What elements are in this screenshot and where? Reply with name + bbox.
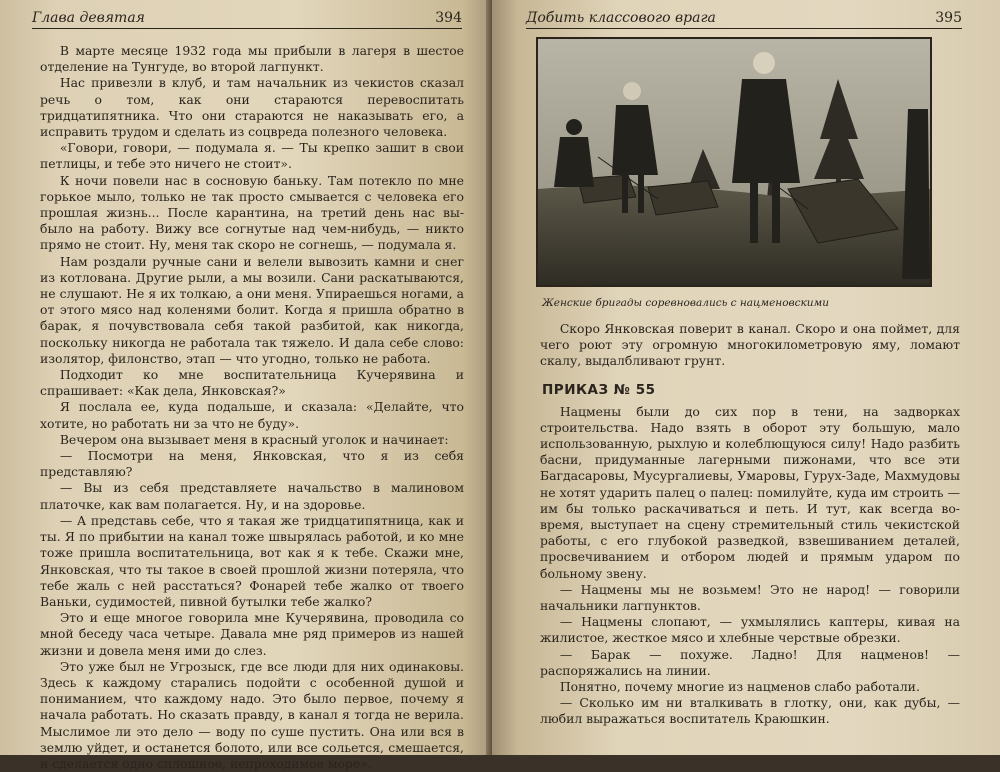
paragraph: К ночи повели нас в сосновую баньку. Там потекло по мне горькое мыло, только не так просто смывается с человека его прошлая жизнь... После карантина, на третий день нас вы-было на работу. Вижу все согнутые над чем-нибудь, — никто прямо не стоит. Ну, меня так скоро не согнешь, — подумала я. — [40, 172, 464, 253]
running-header — [526, 8, 962, 29]
paragraph: Нас привезли в клуб, и там начальник из чекистов сказал речь о том, как они стараются перевоспитать тридцатипятника. Что они стараются не наказывать его, а исправить трудом и сделать из соцвреда полезного человека. — [40, 75, 464, 140]
body-text — [540, 321, 960, 370]
paragraph: Это уже был не Угрозыск, где все люди для них одинаковы. Здесь к каждому старались подойти с особенной душой и пониманием, что каждому надо. Это было первое, почему я начала работать. Но сказать правду, в канал я тогда не верила. Мыслимое ли это дело — воду по суше пустить. Она или вся в землю уйдет, и останется болото, или все сольется, смешается, и сделается одно сплошное, непроходимое море». — [40, 658, 464, 771]
paragraph: Понятно, почему многие из нацменов слабо работали. — [559, 679, 920, 695]
paragraph: Это и еще многое говорила мне Кучерявина, проводила со мной беседу часа четыре. Давала мне ряд примеров из нашей жизни и довела меня ими до слез. — [40, 610, 464, 658]
running-header — [32, 8, 462, 29]
body-text — [40, 43, 464, 772]
right-page — [492, 0, 1000, 755]
paragraph: — Вы из себя представляете начальство в малиновом платочке, как вам полагается. Ну, и на здоровье. — [40, 480, 464, 512]
paragraph: Вечером она вызывает меня в красный уголок и начинает: — [59, 431, 449, 447]
page-number: 394 — [435, 10, 462, 26]
paragraph: В марте месяце 1932 года мы прибыли в лагеря в шестое отделение на Тунгуде, во второй лагпункт. — [40, 43, 464, 75]
paragraph: — Барак — похуже. Ладно! Для нацменов! — распоряжались на линии. — [540, 646, 960, 678]
paragraph: Нам роздали ручные сани и велели вывозить камни и снег из котлована. Другие рыли, а мы возили. Сани раскатываются, не слушают. Не я их толкаю, а они меня. Упираешься ногами, а от этого мясо над коленями болит. Когда я пришла обратно в барак, я почувствовала себя такой разбитой, как никогда, поскольку никогда не работала так тяжело. И дала себе слово: изолятор, филонство, этап — что угодно, только не работа. — [40, 253, 464, 366]
paragraph: Скоро Янковская поверит в канал. Скоро и она поймет, для чего роют эту огромную многокилометровую яму, ломают скалу, выдалбливают грунт. — [540, 321, 960, 369]
left-page — [0, 0, 492, 771]
paragraph: «Говори, говори, — подумала я. — Ты крепко зашит в свои петлицы, и тебе это ничего не стоит». — [40, 140, 464, 172]
page-number: 395 — [935, 10, 962, 26]
paragraph: Я послала ее, куда подальше, и сказала: «Делайте, что хотите, но работать ни за что не буду». — [40, 399, 464, 431]
paragraph: — А представь себе, что я такая же тридцатипятница, как и ты. Я по прибытии на канал тоже швырялась работой, и ко мне тоже пришла воспитательница, вот как я к тебе. Скажи мне, Янковская, что ты такое в своей прошлой жизни потеряла, что тебе жаль с ней расстаться? Фонарей тебе жалко от твоего Ваньки, судимостей, пивной бутылки тебе жалко? — [40, 512, 464, 609]
paragraph: — Нацмены слопают, — ухмылялись каптеры, кивая на жилистое, жесткое мясо и хлебные черствые обрезки. — [540, 614, 960, 646]
paragraph: — Нацмены мы не возьмем! Это не народ! — говорили начальники лагпунктов. — [540, 581, 960, 614]
photo-caption: Женские бригады соревновались с нацменовскими — [542, 297, 830, 309]
section-heading: ПРИКАЗ № 55 — [542, 381, 656, 398]
paragraph: Нацмены были до сих пор в тени, на задворках строительства. Надо взять в оборот эту большую, мало использованную, рыхлую и колеблющуюся силу! Надо разбить басни, придуманные лагерными пижонами, что все эти Багдасаровы, Мусургалиевы, Умаровы, Гурух-Заде, Махмудовы не хотят ударить палец о палец: помилуйте, куда им строить — им бы только раскачиваться и петь. И тут, как всегда во-время, выступает на сцену стремительный стиль чекистской работы, с его глубокой разведкой, взвешиванием деталей, просвечиванием и отбором людей и прямым ударом по больному звену. — [540, 403, 960, 581]
paragraph: — Посмотри на меня, Янковская, что я из себя представляю? — [40, 448, 464, 480]
chapter-title: Добить классового врага — [526, 10, 716, 26]
photo-illustration — [538, 39, 930, 285]
body-text — [540, 404, 960, 728]
photograph — [536, 37, 932, 287]
chapter-title: Глава девятая — [32, 10, 145, 26]
paragraph: Подходит ко мне воспитательница Кучерявина и спрашивает: «Как дела, Янковская?» — [40, 367, 464, 399]
paragraph: — Сколько им ни вталкивать в глотку, они, как дубы, — любил выражаться воспитатель Краюшкин. — [540, 695, 960, 727]
